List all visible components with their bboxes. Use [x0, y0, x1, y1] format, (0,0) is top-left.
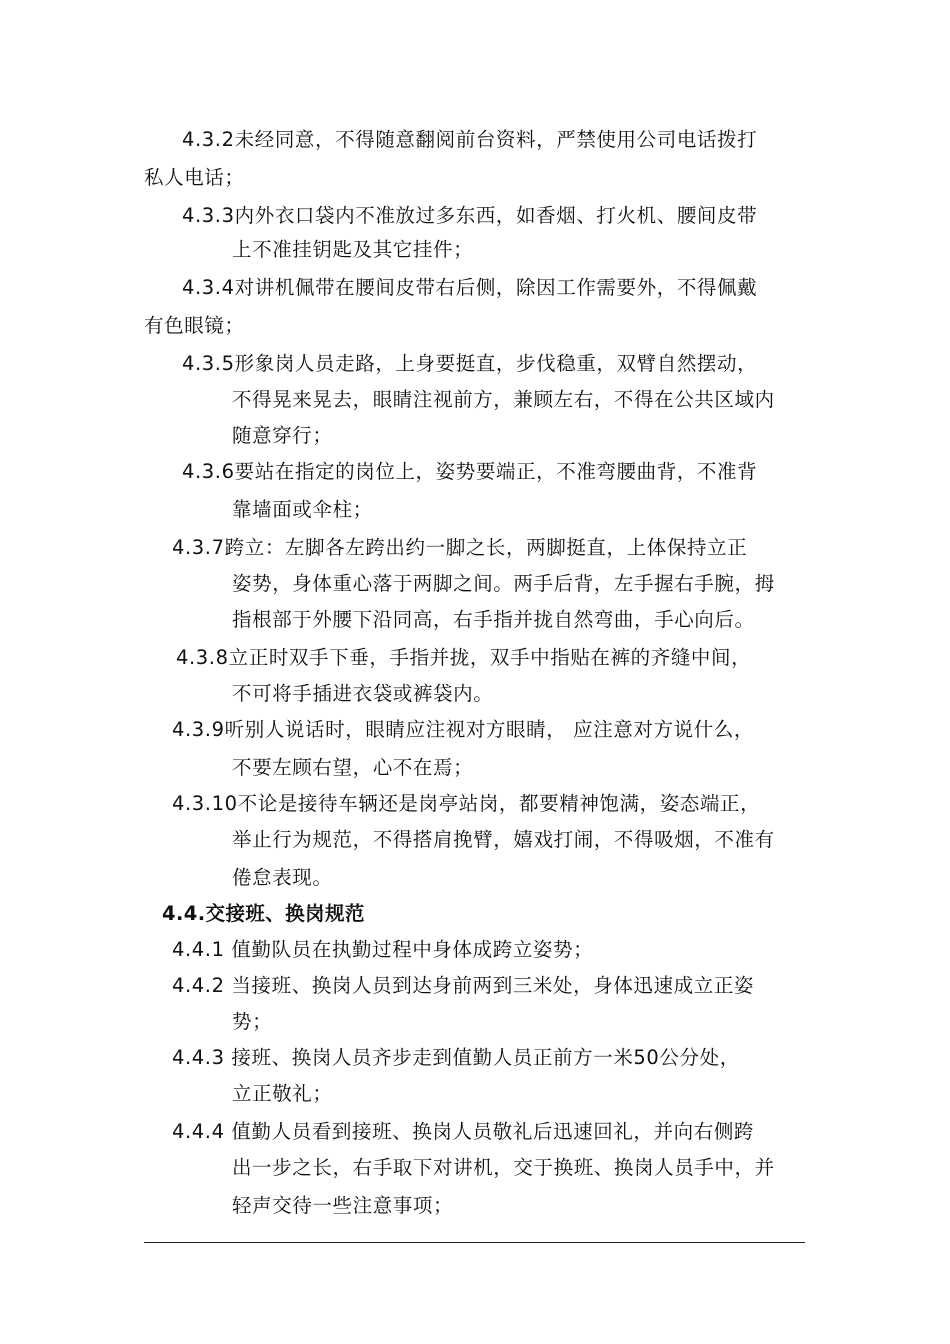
footer-divider [144, 1242, 805, 1243]
text-line: 出一步之长，右手取下对讲机，交于换班、换岗人员手中，并 [232, 1156, 775, 1179]
text-line: 4.3.6要站在指定的岗位上，姿势要端正，不准弯腰曲背，不准背 [182, 460, 758, 483]
text-line: 随意穿行； [232, 424, 333, 447]
text-line: 4.4.4 值勤人员看到接班、换岗人员敬礼后迅速回礼，并向右侧跨 [172, 1120, 755, 1143]
text-line: 4.3.7跨立：左脚各左跨出约一脚之长，两脚挺直，上体保持立正 [172, 536, 748, 559]
text-line: 4.4.2 当接班、换岗人员到达身前两到三米处，身体迅速成立正姿 [172, 974, 755, 997]
text-line: 4.3.2未经同意，不得随意翻阅前台资料，严禁使用公司电话拨打 [182, 128, 758, 151]
text-line: 势； [232, 1010, 273, 1033]
text-line: 倦怠表现。 [232, 866, 333, 889]
text-line: 4.3.4对讲机佩带在腰间皮带右后侧，除因工作需要外，不得佩戴 [182, 276, 758, 299]
text-line: 上不准挂钥匙及其它挂件； [232, 238, 474, 261]
text-line: 立正敬礼； [232, 1082, 333, 1105]
text-line: 轻声交待一些注意事项； [232, 1194, 454, 1217]
text-line: 4.3.9听别人说话时，眼睛应注视对方眼睛， 应注意对方说什么， [172, 718, 755, 741]
text-line: 举止行为规范，不得搭肩挽臂，嬉戏打闹，不得吸烟，不准有 [232, 828, 775, 851]
text-line: 4.3.5形象岗人员走路，上身要挺直，步伐稳重，双臂自然摆动， [182, 352, 758, 375]
text-line: 不可将手插进衣袋或裤袋内。 [232, 682, 494, 705]
text-line: 姿势，身体重心落于两脚之间。两手后背，左手握右手腕，拇 [232, 572, 775, 595]
text-line: 靠墙面或伞柱； [232, 498, 373, 521]
section-heading: 4.4.交接班、换岗规范 [162, 902, 365, 925]
text-line: 有色眼镜； [144, 314, 245, 337]
text-line: 不要左顾右望，心不在焉； [232, 756, 474, 779]
text-line: 4.3.10不论是接待车辆还是岗亭站岗，都要精神饱满，姿态端正， [172, 792, 761, 815]
text-line: 不得晃来晃去，眼睛注视前方，兼顾左右，不得在公共区域内 [232, 388, 775, 411]
text-line: 4.3.8立正时双手下垂，手指并拢，双手中指贴在裤的齐缝中间， [176, 646, 752, 669]
text-line: 4.3.3内外衣口袋内不准放过多东西，如香烟、打火机、腰间皮带 [182, 204, 758, 227]
text-line: 指根部于外腰下沿同高，右手指并拢自然弯曲，手心向后。 [232, 608, 755, 631]
text-line: 4.4.1 值勤队员在执勤过程中身体成跨立姿势； [172, 938, 594, 961]
text-line: 私人电话； [144, 166, 245, 189]
text-line: 4.4.3 接班、换岗人员齐步走到值勤人员正前方一米50公分处， [172, 1046, 740, 1069]
